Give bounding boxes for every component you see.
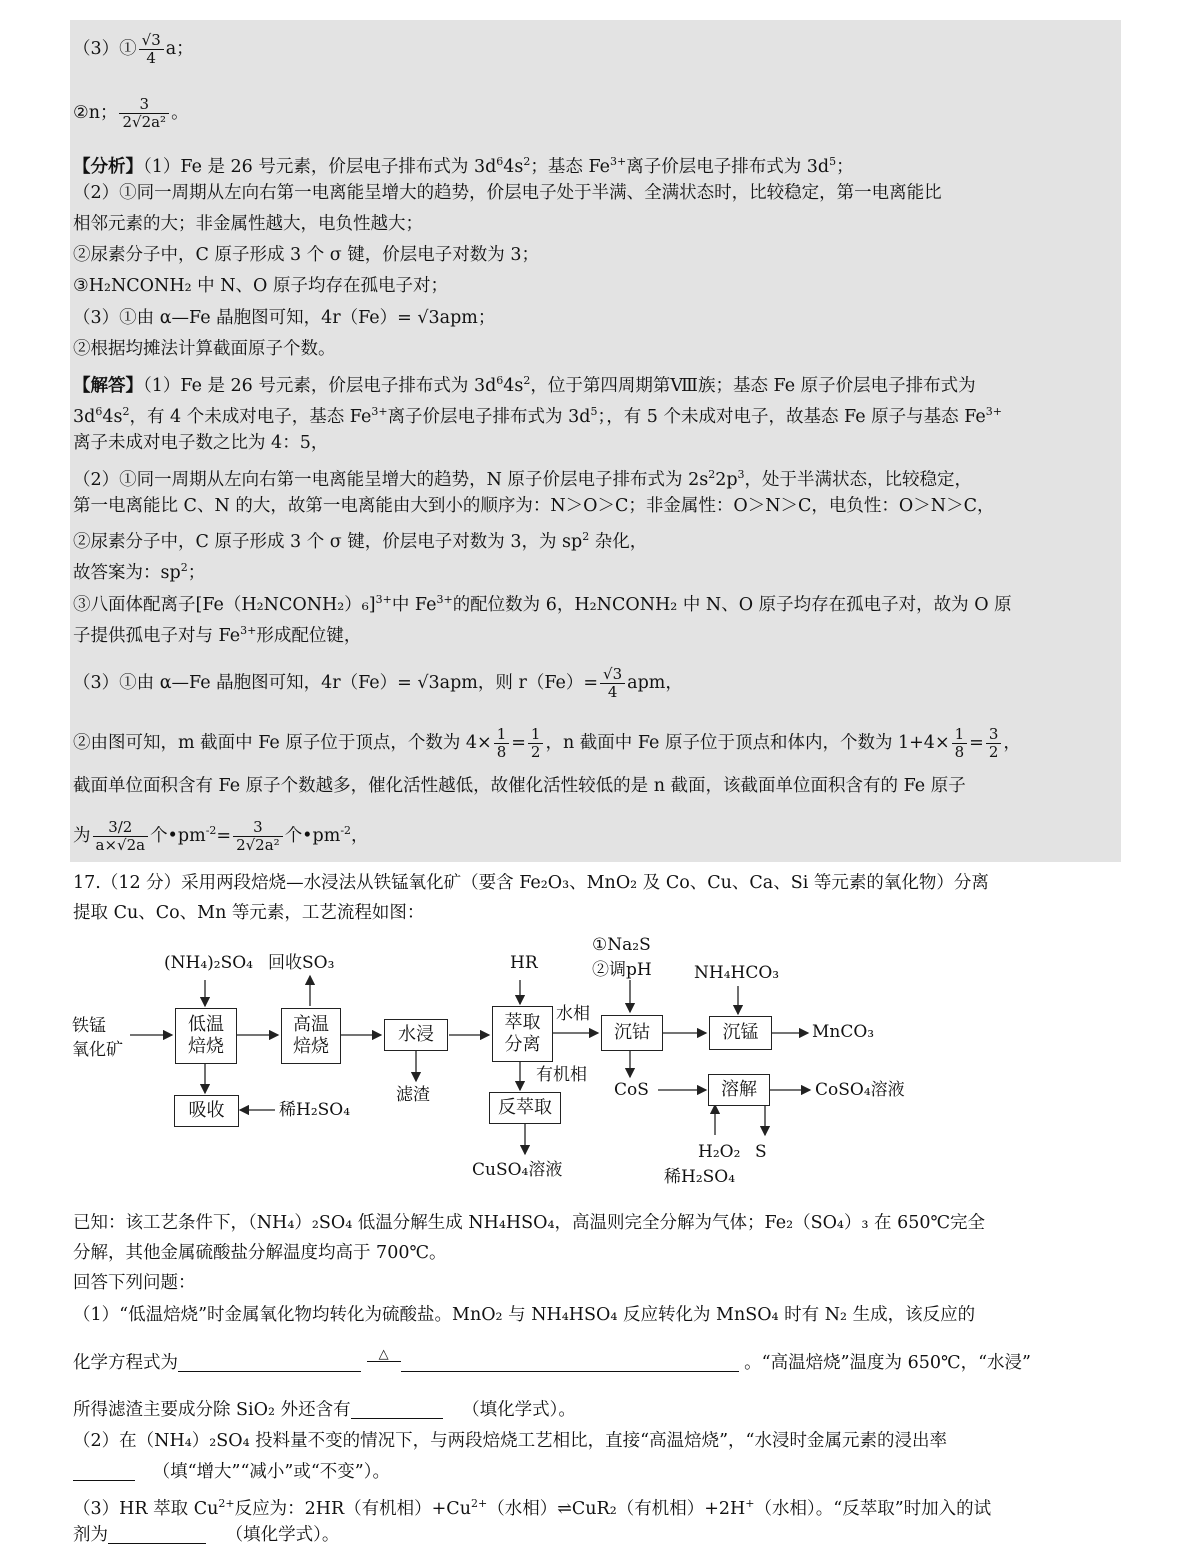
nh4hco3-input: NH₄HCO₃: [694, 963, 780, 983]
manganese-precipitation-box: 沉锰: [709, 1016, 772, 1050]
back-extraction-reagent-blank[interactable]: [108, 1525, 206, 1544]
dissolution-box: 溶解: [708, 1074, 770, 1106]
q3-line-2: 剂为 （填化学式）。: [73, 1525, 340, 1545]
analysis-line-3: 相邻元素的大；非金属性越大，电负性越大；: [73, 214, 423, 234]
solution-line-7: 故答案为：$sp^2$；: [73, 561, 206, 583]
q1-line-2: 化学方程式为 △ 。“高温焙烧”温度为 650℃，“水浸”: [73, 1347, 1031, 1373]
answer-line-2: ②n； $\frac{3}{\text{2√2a²}}$ 。: [73, 95, 189, 131]
coso4-solution-output: CoSO₄溶液: [815, 1080, 905, 1100]
question-17-line-2: 提取 Cu、Co、Mn 等元素，工艺流程如图：: [73, 903, 425, 923]
known-line-1: 已知：该工艺条件下，（NH₄）₂SO₄ 低温分解生成 NH₄HSO₄，高温则完全分解为气体；Fe₂（SO₄）₃ 在 650℃完全: [73, 1213, 986, 1233]
solution-line-5: 第一电离能比 C、N 的大，故第一电离能由大到小的顺序为：N＞O＞C；非金属性：O＞N＞C，电负性：O＞N＞C，: [73, 496, 995, 516]
dilute-h2so4-input-2: 稀H₂SO₄: [664, 1167, 736, 1187]
fraction-3-over-2sqrt2a2: $\frac{3}{\text{2√2a²}}$: [119, 96, 169, 131]
fraction-3-2: $\frac{3}{2}$: [986, 726, 1002, 761]
extraction-box: 萃取 分离: [492, 1006, 553, 1062]
q1-line-3: 所得滤渣主要成分除 SiO₂ 外还含有 （填化学式）。: [73, 1400, 576, 1420]
solution-line-12: 截面单位面积含有 Fe 原子个数越多，催化活性越低，故催化活性较低的是 n 截面，该截面单位面积含有的 Fe 原子: [73, 776, 966, 796]
residue-blank[interactable]: [351, 1400, 443, 1419]
raw-material-label-2: 氧化矿: [72, 1040, 123, 1060]
raw-material-label-1: 铁锰: [72, 1016, 106, 1036]
analysis-line-1: 【分析】（1）Fe 是 26 号元素，价层电子排布式为 $3d^64s^2$；基态 $Fe^{3+}$离子价层电子排布式为 $3d^5$；: [73, 155, 854, 177]
back-extraction-box: 反萃取: [489, 1092, 561, 1124]
analysis-line-7: ②根据均摊法计算截面原子个数。: [73, 339, 336, 359]
solution-line-9: 子提供孤电子对与 $Fe^{3+}$形成配位键，: [73, 624, 362, 646]
solution-line-11: ②由图可知，m 截面中 Fe 原子位于顶点，个数为 4× $\frac{1}{8}$ = $\frac{1}{2}$ ，n 截面中 Fe 原子位于顶点和体内，个数为 1+4× $\frac{1}{8}$ = $\frac{3}{2}$ ，: [73, 725, 1021, 761]
high-temp-roast-box: 高温 焙烧: [281, 1008, 341, 1064]
solution-line-13: 为 $\frac{3/2}{a\times√2a}$ 个$•pm^{-2}=$ $\frac{3}{\text{2√2a²}}$ 个$•pm^{-2}$，: [73, 818, 369, 854]
equation-blank-left[interactable]: [178, 1353, 361, 1372]
heating-condition-mark: △: [367, 1349, 401, 1362]
sulfur-output: S: [755, 1142, 767, 1162]
known-line-2: 分解，其他金属硫酸盐分解温度均高于 700℃。: [73, 1243, 447, 1263]
absorption-box: 吸收: [174, 1095, 239, 1127]
cuso4-solution-output: CuSO₄溶液: [472, 1160, 563, 1180]
solution-line-1: 【解答】（1）Fe 是 26 号元素，价层电子排布式为 $3d^64s^2$，位于第四周期第Ⅷ族；基态 Fe 原子价层电子排布式为: [73, 374, 976, 396]
fraction-1-8-a: $\frac{1}{8}$: [494, 726, 510, 761]
residue-output: 滤渣: [396, 1085, 430, 1105]
low-temp-roast-box: 低温 焙烧: [175, 1008, 237, 1064]
aqueous-phase-label: 水相: [556, 1004, 590, 1024]
na2s-input: ①Na₂S: [592, 935, 651, 955]
solution-line-8: ③八面体配离子[Fe（H₂NCONH₂）₆]$^{3+}$中 $Fe^{3+}$的配位数为 6，H₂NCONH₂ 中 N、O 原子均存在孤电子对，故为 O 原: [73, 593, 1012, 615]
dilute-h2so4-input: 稀H₂SO₄: [279, 1100, 351, 1120]
solution-line-10: （3）①由 α—Fe 晶胞图可知，4r（Fe）= √3apm，则 r（Fe）= $\frac{√3}{4}$ apm，: [73, 665, 683, 701]
ph-adjust-input: ②调pH: [592, 960, 652, 980]
fraction-sqrt3-over-4: $\frac{√3}{4}$: [139, 32, 164, 67]
analysis-line-2: （2）①同一周期从左向右第一电离能呈增大的趋势，价层电子处于半满、全满状态时，比较稳定，第一电离能比: [73, 183, 942, 203]
analysis-line-4: ②尿素分子中，C 原子形成 3 个 σ 键，价层电子对数为 3；: [73, 245, 539, 265]
water-leach-box: 水浸: [384, 1019, 448, 1051]
known-line-3: 回答下列问题：: [73, 1273, 196, 1293]
analysis-line-5: ③H₂NCONH₂ 中 N、O 原子均存在孤电子对；: [73, 276, 448, 296]
solution-line-3: 离子未成对电子数之比为 4：5，: [73, 433, 329, 453]
q3-line-1: （3）HR 萃取 $Cu^{2+}$反应为：2HR（有机相）$+Cu^{2+}$（水相）⇌CuR₂（有机相）+2H+（水相）。“反萃取”时加入的试: [73, 1497, 992, 1519]
fraction-density-a: $\frac{3/2}{a\times√2a}$: [93, 819, 149, 854]
solution-line-4: （2）①同一周期从左向右第一电离能呈增大的趋势，N 原子价层电子排布式为 $2s^22p^3$，处于半满状态，比较稳定，: [73, 468, 973, 490]
answer-line-1: （3）① $\frac{√3}{4}$ a；: [73, 31, 194, 67]
so3-recovery-output: 回收SO₃: [268, 953, 335, 973]
question-17-line-1: 17.（12 分）采用两段焙烧—水浸法从铁锰氧化矿（要含 Fe₂O₃、MnO₂ 及 Co、Cu、Ca、Si 等元素的氧化物）分离: [73, 873, 989, 893]
fraction-1-8-b: $\frac{1}{8}$: [952, 726, 968, 761]
fraction-1-2: $\frac{1}{2}$: [528, 726, 544, 761]
q2-line-2: （填“增大”“减小”或“不变”）。: [73, 1459, 390, 1485]
equation-blank-right[interactable]: [401, 1353, 739, 1372]
fraction-density-b: $\frac{3}{\text{2√2a²}}$: [233, 819, 283, 854]
ammonium-sulfate-input: (NH₄)₂SO₄: [164, 953, 253, 973]
q1-line-1: （1）“低温焙烧”时金属氧化物均转化为硫酸盐。MnO₂ 与 NH₄HSO₄ 反应转化为 MnSO₄ 时有 N₂ 生成，该反应的: [73, 1305, 976, 1325]
mnco3-output: MnCO₃: [812, 1022, 875, 1042]
q2-line-1: （2）在（NH₄）₂SO₄ 投料量不变的情况下，与两段焙烧工艺相比，直接“高温焙烧”，“水浸时金属元素的浸出率: [73, 1431, 947, 1451]
solution-line-6: ②尿素分子中，C 原子形成 3 个 σ 键，价层电子对数为 3，为 $sp^2$ 杂化，: [73, 530, 648, 552]
h2o2-input: H₂O₂: [698, 1142, 741, 1162]
cobalt-precipitation-box: 沉钴: [601, 1015, 663, 1051]
cos-output: CoS: [614, 1080, 649, 1100]
organic-phase-label: 有机相: [536, 1065, 587, 1085]
analysis-line-6: （3）①由 α—Fe 晶胞图可知，4r（Fe）= √3apm；: [73, 308, 496, 328]
solution-line-2: $3d^64s^2$，有 4 个未成对电子，基态 $Fe^{3+}$离子价层电子排布式为 $3d^5$；，有 5 个未成对电子，故基态 Fe 原子与基态 $Fe^{3+}$: [73, 405, 1002, 427]
fraction-r-fe: $\frac{√3}{4}$: [600, 666, 625, 701]
leaching-rate-blank[interactable]: [73, 1462, 135, 1481]
hr-input: HR: [510, 953, 538, 973]
